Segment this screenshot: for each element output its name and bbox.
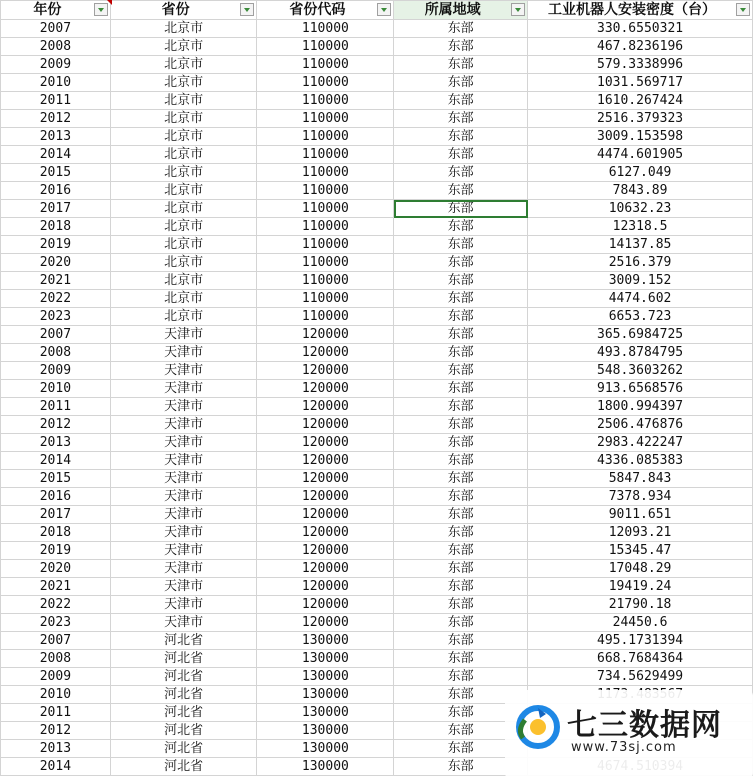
cell-province-code[interactable]: 130000 (257, 668, 394, 686)
cell-robot-density[interactable]: 734.5629499 (528, 668, 753, 686)
cell-region[interactable]: 东部 (394, 722, 528, 740)
table-row (1, 218, 753, 236)
cell-province[interactable]: 天津市 (110, 506, 257, 524)
cell-province-code[interactable]: 120000 (257, 524, 394, 542)
table-row (1, 92, 753, 110)
cell-year[interactable]: 2008 (1, 38, 111, 56)
cell-year[interactable]: 2013 (1, 128, 111, 146)
table-row (1, 128, 753, 146)
cell-province-code[interactable]: 120000 (257, 614, 394, 632)
cell-province[interactable]: 北京市 (110, 218, 257, 236)
cell-province-code[interactable]: 120000 (257, 398, 394, 416)
cell-province-code[interactable]: 110000 (257, 74, 394, 92)
cell-year[interactable]: 2022 (1, 596, 111, 614)
cell-province[interactable]: 河北省 (110, 740, 257, 758)
cell-region[interactable]: 东部 (394, 74, 528, 92)
cell-year[interactable]: 2016 (1, 182, 111, 200)
table-row (1, 380, 753, 398)
cell-year[interactable]: 2018 (1, 524, 111, 542)
cell-province-code[interactable]: 130000 (257, 686, 394, 704)
cell-year[interactable]: 2014 (1, 452, 111, 470)
cell-robot-density[interactable]: 1610.267424 (528, 92, 753, 110)
cell-year[interactable]: 2022 (1, 290, 111, 308)
cell-robot-density[interactable]: 7378.934 (528, 488, 753, 506)
cell-year[interactable]: 2009 (1, 56, 111, 74)
cell-province[interactable]: 北京市 (110, 254, 257, 272)
cell-province[interactable]: 北京市 (110, 290, 257, 308)
cell-robot-density[interactable]: 15345.47 (528, 542, 753, 560)
table-row (1, 164, 753, 182)
table-row (1, 290, 753, 308)
cell-province-code[interactable]: 110000 (257, 110, 394, 128)
cell-province-code[interactable]: 110000 (257, 164, 394, 182)
table-row (1, 56, 753, 74)
cell-region[interactable]: 东部 (394, 110, 528, 128)
table-row (1, 254, 753, 272)
cell-region[interactable]: 东部 (394, 182, 528, 200)
cell-year[interactable]: 2020 (1, 560, 111, 578)
cell-province[interactable]: 天津市 (110, 524, 257, 542)
col-header-year[interactable]: 年份 (1, 1, 111, 20)
cell-province[interactable]: 北京市 (110, 56, 257, 74)
cell-year[interactable]: 2009 (1, 362, 111, 380)
cell-robot-density[interactable]: 493.8784795 (528, 344, 753, 362)
cell-province[interactable]: 北京市 (110, 308, 257, 326)
cell-region[interactable]: 东部 (394, 38, 528, 56)
cell-year[interactable]: 2012 (1, 110, 111, 128)
cell-province[interactable]: 河北省 (110, 632, 257, 650)
cell-robot-density[interactable]: 2983.422247 (528, 434, 753, 452)
cell-robot-density[interactable]: 668.7684364 (528, 650, 753, 668)
cell-region[interactable]: 东部 (394, 254, 528, 272)
cell-province[interactable]: 天津市 (110, 380, 257, 398)
cell-robot-density[interactable]: 3009.152 (528, 272, 753, 290)
table-row (1, 560, 753, 578)
table-row (1, 416, 753, 434)
table-row (1, 344, 753, 362)
cell-province[interactable]: 天津市 (110, 560, 257, 578)
cell-robot-density[interactable]: 579.3338996 (528, 56, 753, 74)
cell-region[interactable]: 东部 (394, 236, 528, 254)
cell-province-code[interactable]: 110000 (257, 182, 394, 200)
cell-region[interactable]: 东部 (394, 344, 528, 362)
cell-province[interactable]: 河北省 (110, 668, 257, 686)
cell-robot-density[interactable]: 3009.153598 (528, 128, 753, 146)
cell-province-code[interactable]: 120000 (257, 434, 394, 452)
cell-region[interactable]: 东部 (394, 560, 528, 578)
cell-province-code[interactable]: 120000 (257, 578, 394, 596)
cell-province-code[interactable]: 120000 (257, 542, 394, 560)
table-row (1, 326, 753, 344)
cell-region[interactable]: 东部 (394, 686, 528, 704)
cell-province-code[interactable]: 110000 (257, 38, 394, 56)
cell-region[interactable]: 东部 (394, 416, 528, 434)
cell-province[interactable]: 北京市 (110, 20, 257, 38)
cell-province-code[interactable]: 110000 (257, 272, 394, 290)
table-row (1, 668, 753, 686)
col-header-region[interactable]: 所属地域 (394, 1, 528, 20)
cell-region[interactable]: 东部 (394, 20, 528, 38)
filter-dropdown-icon[interactable] (94, 3, 108, 16)
cell-region[interactable]: 东部 (394, 362, 528, 380)
cell-robot-density[interactable]: 19419.24 (528, 578, 753, 596)
cell-year[interactable]: 2014 (1, 758, 111, 776)
cell-province-code[interactable]: 120000 (257, 470, 394, 488)
cell-province[interactable]: 天津市 (110, 398, 257, 416)
cell-robot-density[interactable]: 17048.29 (528, 560, 753, 578)
cell-region[interactable]: 东部 (394, 596, 528, 614)
cell-robot-density[interactable]: 2516.379323 (528, 110, 753, 128)
table-row (1, 488, 753, 506)
cell-province[interactable]: 北京市 (110, 92, 257, 110)
cell-province[interactable]: 天津市 (110, 470, 257, 488)
cell-robot-density[interactable]: 4474.601905 (528, 146, 753, 164)
cell-year[interactable]: 2017 (1, 200, 111, 218)
cell-region[interactable]: 东部 (394, 542, 528, 560)
cell-robot-density[interactable]: 1800.994397 (528, 398, 753, 416)
filter-dropdown-icon[interactable] (377, 3, 391, 16)
col-header-province-code[interactable]: 省份代码 (257, 1, 394, 20)
cell-region[interactable]: 东部 (394, 578, 528, 596)
table-row (1, 236, 753, 254)
table-row (1, 632, 753, 650)
cell-province-code[interactable]: 130000 (257, 704, 394, 722)
cell-province[interactable]: 天津市 (110, 614, 257, 632)
cell-region[interactable]: 东部 (394, 200, 528, 218)
cell-province[interactable]: 北京市 (110, 164, 257, 182)
table-row (1, 38, 753, 56)
cell-year[interactable]: 2023 (1, 308, 111, 326)
cell-year[interactable]: 2021 (1, 272, 111, 290)
cell-province[interactable]: 河北省 (110, 650, 257, 668)
cell-province[interactable]: 天津市 (110, 542, 257, 560)
cell-robot-density[interactable]: 495.1731394 (528, 632, 753, 650)
cell-province[interactable]: 天津市 (110, 362, 257, 380)
cell-year[interactable]: 2011 (1, 398, 111, 416)
cell-robot-density[interactable]: 467.8236196 (528, 38, 753, 56)
table-row (1, 308, 753, 326)
cell-year[interactable]: 2012 (1, 722, 111, 740)
filter-dropdown-icon[interactable] (511, 3, 525, 16)
table-row (1, 614, 753, 632)
cell-province-code[interactable]: 130000 (257, 740, 394, 758)
cell-robot-density[interactable]: 4336.085383 (528, 452, 753, 470)
cell-province-code[interactable]: 120000 (257, 488, 394, 506)
cell-year[interactable]: 2008 (1, 650, 111, 668)
table-row (1, 146, 753, 164)
cell-province[interactable]: 天津市 (110, 578, 257, 596)
cell-province[interactable]: 天津市 (110, 452, 257, 470)
cell-province[interactable]: 天津市 (110, 596, 257, 614)
table-row (1, 596, 753, 614)
cell-province[interactable]: 天津市 (110, 326, 257, 344)
cell-year[interactable]: 2010 (1, 380, 111, 398)
cell-province[interactable]: 河北省 (110, 758, 257, 776)
table-row (1, 110, 753, 128)
cell-province[interactable]: 河北省 (110, 722, 257, 740)
cell-year[interactable]: 2007 (1, 20, 111, 38)
cell-year[interactable]: 2010 (1, 686, 111, 704)
table-row (1, 182, 753, 200)
cell-year[interactable]: 2010 (1, 74, 111, 92)
cell-year[interactable]: 2012 (1, 416, 111, 434)
cell-province-code[interactable]: 120000 (257, 362, 394, 380)
cell-province[interactable]: 北京市 (110, 146, 257, 164)
header-row (1, 1, 753, 20)
cell-province-code[interactable]: 130000 (257, 650, 394, 668)
cell-province[interactable]: 北京市 (110, 38, 257, 56)
cell-region[interactable]: 东部 (394, 398, 528, 416)
watermark-title: 七三数据网 (567, 708, 722, 743)
cell-region[interactable]: 东部 (394, 290, 528, 308)
cell-province-code[interactable]: 120000 (257, 380, 394, 398)
table-row (1, 74, 753, 92)
cell-province[interactable]: 北京市 (110, 74, 257, 92)
cell-province-code[interactable]: 120000 (257, 506, 394, 524)
cell-year[interactable]: 2007 (1, 326, 111, 344)
cell-robot-density[interactable]: 6127.049 (528, 164, 753, 182)
cell-region[interactable]: 东部 (394, 380, 528, 398)
cell-province[interactable]: 天津市 (110, 416, 257, 434)
cell-year[interactable]: 2009 (1, 668, 111, 686)
watermark (505, 690, 753, 779)
table-row (1, 542, 753, 560)
cell-robot-density[interactable]: 10632.23 (528, 200, 753, 218)
cell-province-code[interactable]: 120000 (257, 596, 394, 614)
cell-year[interactable]: 2008 (1, 344, 111, 362)
cell-year[interactable]: 2021 (1, 578, 111, 596)
cell-region[interactable]: 东部 (394, 704, 528, 722)
cell-region[interactable]: 东部 (394, 434, 528, 452)
cell-region[interactable]: 东部 (394, 56, 528, 74)
cell-province-code[interactable]: 130000 (257, 758, 394, 776)
cell-region[interactable]: 东部 (394, 92, 528, 110)
cell-province-code[interactable]: 110000 (257, 200, 394, 218)
cell-robot-density[interactable]: 7843.89 (528, 182, 753, 200)
cell-region[interactable]: 东部 (394, 632, 528, 650)
cell-province-code[interactable]: 110000 (257, 20, 394, 38)
col-header-province[interactable]: 省份 (110, 1, 257, 20)
cell-robot-density[interactable]: 6653.723 (528, 308, 753, 326)
cell-year[interactable]: 2017 (1, 506, 111, 524)
cell-region[interactable]: 东部 (394, 272, 528, 290)
cell-province[interactable]: 北京市 (110, 236, 257, 254)
cell-region[interactable]: 东部 (394, 740, 528, 758)
logo-icon (513, 700, 563, 750)
cell-province[interactable]: 北京市 (110, 128, 257, 146)
cell-province[interactable]: 北京市 (110, 182, 257, 200)
cell-year[interactable]: 2018 (1, 218, 111, 236)
cell-robot-density[interactable]: 2506.476876 (528, 416, 753, 434)
cell-province-code[interactable]: 110000 (257, 236, 394, 254)
col-header-robot-density[interactable]: 工业机器人安装密度（台） (528, 1, 753, 20)
cell-robot-density[interactable]: 913.6568576 (528, 380, 753, 398)
cell-year[interactable]: 2023 (1, 614, 111, 632)
cell-province-code[interactable]: 110000 (257, 254, 394, 272)
cell-year[interactable]: 2015 (1, 164, 111, 182)
cell-region[interactable]: 东部 (394, 128, 528, 146)
cell-region[interactable]: 东部 (394, 650, 528, 668)
table-row (1, 650, 753, 668)
cell-region[interactable]: 东部 (394, 470, 528, 488)
cell-region[interactable]: 东部 (394, 452, 528, 470)
cell-year[interactable]: 2013 (1, 434, 111, 452)
cell-province-code[interactable]: 120000 (257, 416, 394, 434)
cell-region[interactable]: 东部 (394, 488, 528, 506)
filter-dropdown-icon[interactable] (736, 3, 750, 16)
table-row (1, 398, 753, 416)
cell-robot-density[interactable]: 4474.602 (528, 290, 753, 308)
cell-province[interactable]: 河北省 (110, 686, 257, 704)
cell-province-code[interactable]: 110000 (257, 146, 394, 164)
cell-province[interactable]: 北京市 (110, 200, 257, 218)
cell-region[interactable]: 东部 (394, 218, 528, 236)
cell-province-code[interactable]: 120000 (257, 326, 394, 344)
cell-region[interactable]: 东部 (394, 308, 528, 326)
cell-province-code[interactable]: 120000 (257, 344, 394, 362)
cell-robot-density[interactable]: 365.6984725 (528, 326, 753, 344)
cell-robot-density[interactable]: 14137.85 (528, 236, 753, 254)
cell-province-code[interactable]: 110000 (257, 92, 394, 110)
cell-year[interactable]: 2020 (1, 254, 111, 272)
cell-region[interactable]: 东部 (394, 614, 528, 632)
cell-province-code[interactable]: 110000 (257, 290, 394, 308)
cell-region[interactable]: 东部 (394, 758, 528, 776)
cell-province[interactable]: 天津市 (110, 344, 257, 362)
cell-robot-density[interactable]: 12093.21 (528, 524, 753, 542)
table-row (1, 452, 753, 470)
cell-year[interactable]: 2013 (1, 740, 111, 758)
table-row (1, 506, 753, 524)
cell-robot-density[interactable]: 1031.569717 (528, 74, 753, 92)
cell-province[interactable]: 河北省 (110, 704, 257, 722)
cell-year[interactable]: 2015 (1, 470, 111, 488)
cell-province-code[interactable]: 110000 (257, 56, 394, 74)
cell-year[interactable]: 2011 (1, 92, 111, 110)
cell-year[interactable]: 2011 (1, 704, 111, 722)
watermark-url: www.73sj.com (571, 740, 677, 755)
cell-year[interactable]: 2007 (1, 632, 111, 650)
comment-indicator (107, 0, 112, 5)
cell-region[interactable]: 东部 (394, 668, 528, 686)
cell-robot-density[interactable]: 2516.379 (528, 254, 753, 272)
table-row (1, 362, 753, 380)
cell-robot-density[interactable]: 21790.18 (528, 596, 753, 614)
cell-province-code[interactable]: 110000 (257, 128, 394, 146)
cell-region[interactable]: 东部 (394, 506, 528, 524)
cell-robot-density[interactable]: 9011.651 (528, 506, 753, 524)
table-row (1, 578, 753, 596)
table-row (1, 20, 753, 38)
cell-year[interactable]: 2019 (1, 236, 111, 254)
cell-year[interactable]: 2016 (1, 488, 111, 506)
table-row (1, 272, 753, 290)
cell-robot-density[interactable]: 330.6550321 (528, 20, 753, 38)
table-row (1, 434, 753, 452)
cell-province[interactable]: 天津市 (110, 434, 257, 452)
cell-region[interactable]: 东部 (394, 164, 528, 182)
cell-province-code[interactable]: 120000 (257, 452, 394, 470)
cell-region[interactable]: 东部 (394, 326, 528, 344)
filter-dropdown-icon[interactable] (240, 3, 254, 16)
cell-province-code[interactable]: 110000 (257, 308, 394, 326)
cell-province[interactable]: 天津市 (110, 488, 257, 506)
cell-province-code[interactable]: 130000 (257, 722, 394, 740)
table-row (1, 200, 753, 218)
cell-province[interactable]: 北京市 (110, 110, 257, 128)
cell-province-code[interactable]: 130000 (257, 632, 394, 650)
cell-province-code[interactable]: 120000 (257, 560, 394, 578)
cell-region[interactable]: 东部 (394, 146, 528, 164)
cell-robot-density[interactable]: 24450.6 (528, 614, 753, 632)
table-row (1, 470, 753, 488)
cell-province[interactable]: 北京市 (110, 272, 257, 290)
cell-year[interactable]: 2019 (1, 542, 111, 560)
cell-robot-density[interactable]: 548.3603262 (528, 362, 753, 380)
table-row (1, 524, 753, 542)
cell-robot-density[interactable]: 12318.5 (528, 218, 753, 236)
cell-year[interactable]: 2014 (1, 146, 111, 164)
cell-province-code[interactable]: 110000 (257, 218, 394, 236)
cell-robot-density[interactable]: 5847.843 (528, 470, 753, 488)
cell-region[interactable]: 东部 (394, 524, 528, 542)
